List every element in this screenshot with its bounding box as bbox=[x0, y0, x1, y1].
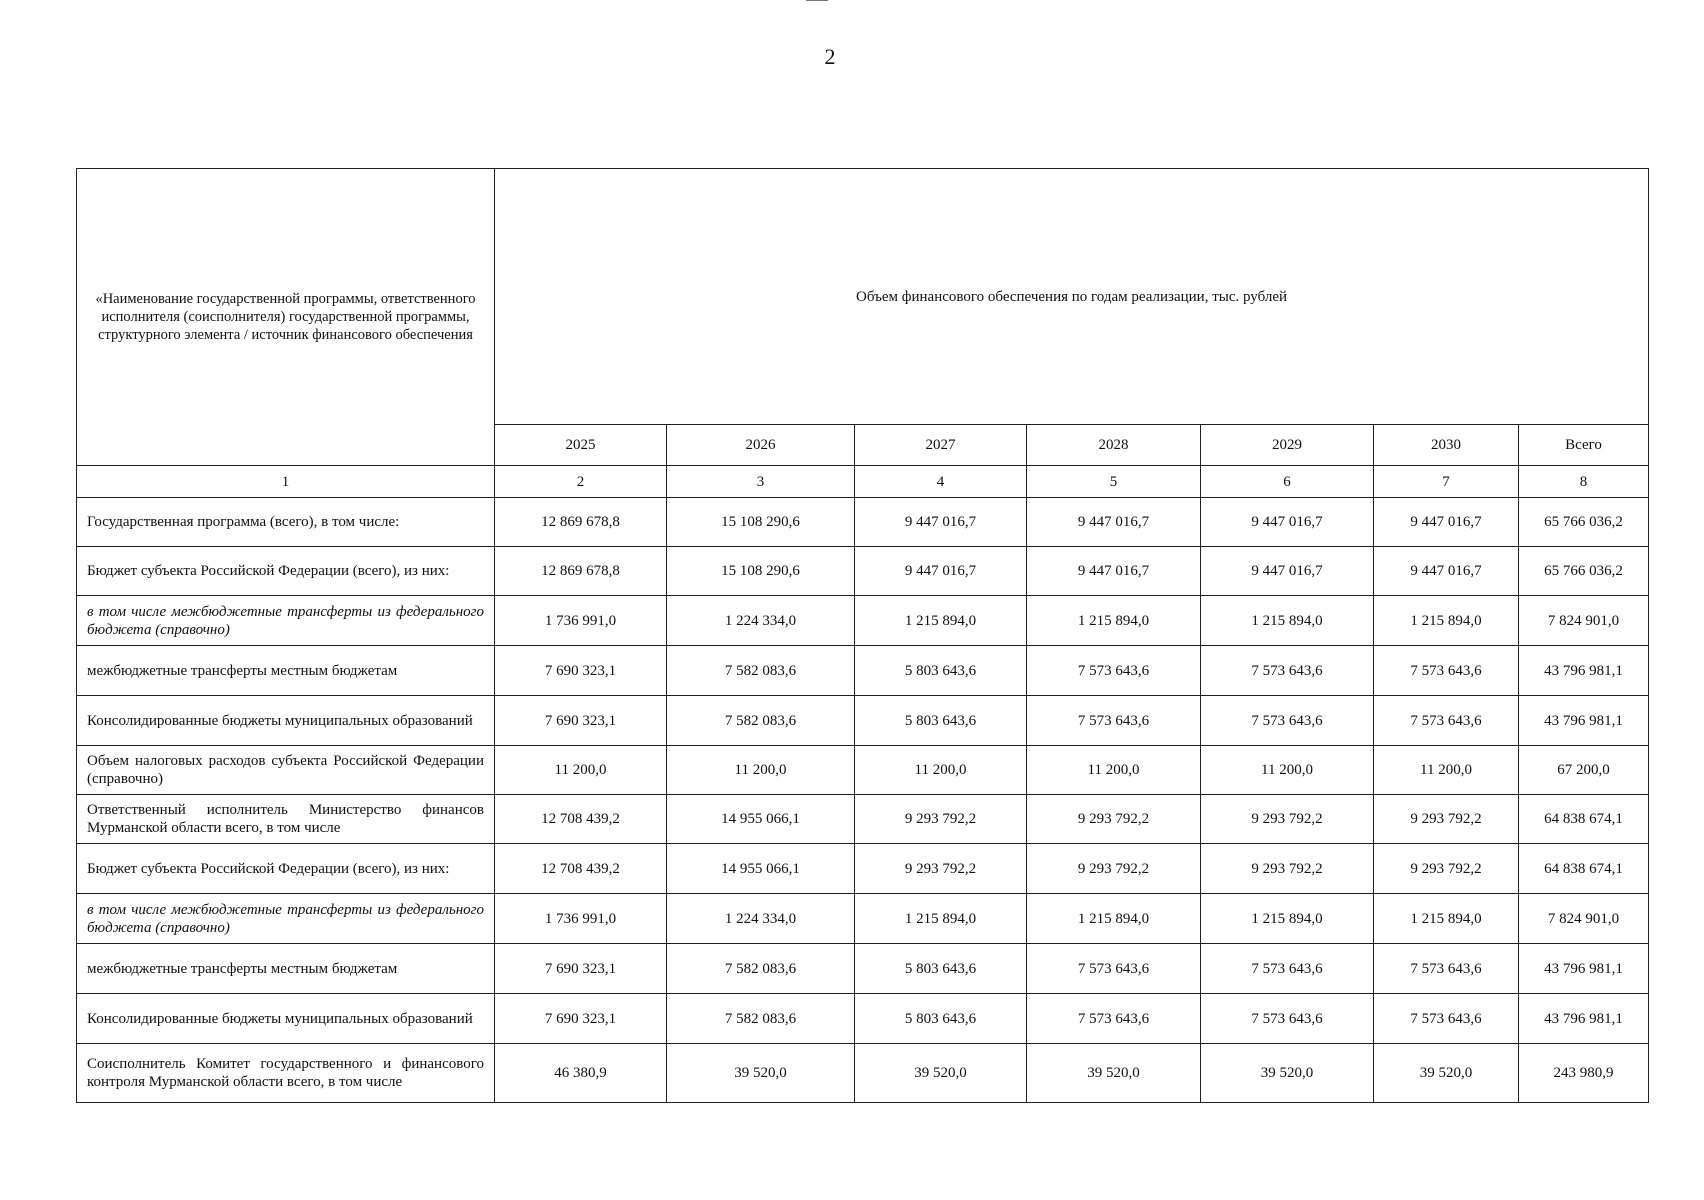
row-label: Бюджет субъекта Российской Федерации (всего), из них: bbox=[77, 844, 495, 894]
row-value-cell: 1 736 991,0 bbox=[495, 596, 667, 646]
header-name-cell: «Наименование государственной программы, ответственного исполнителя (соисполнителя) государственной программы, структурного элемента / источник финансового обеспечения bbox=[77, 169, 495, 466]
row-value-cell: 12 708 439,2 bbox=[495, 844, 667, 894]
row-value-cell: 11 200,0 bbox=[495, 746, 667, 795]
financing-table bbox=[76, 168, 1649, 1103]
row-label: Государственная программа (всего), в том числе: bbox=[77, 498, 495, 547]
row-value-cell: 39 520,0 bbox=[1201, 1044, 1374, 1103]
row-value-cell: 7 573 643,6 bbox=[1374, 944, 1519, 994]
row-value-cell: 12 708 439,2 bbox=[495, 795, 667, 844]
row-value-cell: 1 215 894,0 bbox=[855, 596, 1027, 646]
row-value-cell: 7 573 643,6 bbox=[1201, 696, 1374, 746]
row-label: Бюджет субъекта Российской Федерации (всего), из них: bbox=[77, 547, 495, 596]
row-value-cell: 7 573 643,6 bbox=[1027, 646, 1201, 696]
row-value-cell: 9 447 016,7 bbox=[1201, 547, 1374, 596]
row-label: Объем налоговых расходов субъекта Российской Федерации (справочно) bbox=[77, 746, 495, 795]
row-value-cell: 1 215 894,0 bbox=[1374, 894, 1519, 944]
row-value-cell: 7 690 323,1 bbox=[495, 646, 667, 696]
year-header: 2027 bbox=[855, 425, 1027, 466]
row-value-cell: 5 803 643,6 bbox=[855, 944, 1027, 994]
column-number: 7 bbox=[1374, 466, 1519, 498]
row-total-cell: 43 796 981,1 bbox=[1519, 994, 1649, 1044]
row-value-cell: 7 573 643,6 bbox=[1374, 696, 1519, 746]
row-value-cell: 9 293 792,2 bbox=[1374, 844, 1519, 894]
row-value-cell: 1 224 334,0 bbox=[667, 596, 855, 646]
row-value-cell: 9 293 792,2 bbox=[855, 795, 1027, 844]
row-total-cell: 43 796 981,1 bbox=[1519, 696, 1649, 746]
row-value-cell: 39 520,0 bbox=[1027, 1044, 1201, 1103]
row-total-cell: 43 796 981,1 bbox=[1519, 646, 1649, 696]
row-value-cell: 5 803 643,6 bbox=[855, 696, 1027, 746]
row-value-cell: 11 200,0 bbox=[855, 746, 1027, 795]
row-value-cell: 1 215 894,0 bbox=[1027, 596, 1201, 646]
row-value-cell: 9 293 792,2 bbox=[1201, 795, 1374, 844]
row-value-cell: 1 215 894,0 bbox=[855, 894, 1027, 944]
row-total-cell: 65 766 036,2 bbox=[1519, 547, 1649, 596]
year-header: 2028 bbox=[1027, 425, 1201, 466]
row-label: межбюджетные трансферты местным бюджетам bbox=[77, 646, 495, 696]
page-number: 2 bbox=[824, 44, 836, 69]
row-value-cell: 7 573 643,6 bbox=[1027, 994, 1201, 1044]
table-row bbox=[77, 795, 1649, 844]
row-value-cell: 7 573 643,6 bbox=[1201, 646, 1374, 696]
row-value-cell: 12 869 678,8 bbox=[495, 547, 667, 596]
column-number: 2 bbox=[495, 466, 667, 498]
row-value-cell: 7 573 643,6 bbox=[1027, 696, 1201, 746]
row-total-cell: 64 838 674,1 bbox=[1519, 844, 1649, 894]
row-value-cell: 9 293 792,2 bbox=[1027, 795, 1201, 844]
row-total-cell: 243 980,9 bbox=[1519, 1044, 1649, 1103]
row-value-cell: 7 690 323,1 bbox=[495, 944, 667, 994]
table-row bbox=[77, 696, 1649, 746]
row-value-cell: 7 573 643,6 bbox=[1201, 944, 1374, 994]
row-value-cell: 39 520,0 bbox=[667, 1044, 855, 1103]
row-total-cell: 7 824 901,0 bbox=[1519, 894, 1649, 944]
column-number: 8 bbox=[1519, 466, 1649, 498]
row-value-cell: 9 447 016,7 bbox=[1374, 498, 1519, 547]
table-row bbox=[77, 844, 1649, 894]
row-value-cell: 1 215 894,0 bbox=[1201, 596, 1374, 646]
row-value-cell: 11 200,0 bbox=[1201, 746, 1374, 795]
year-header: 2029 bbox=[1201, 425, 1374, 466]
row-value-cell: 46 380,9 bbox=[495, 1044, 667, 1103]
table-row bbox=[77, 646, 1649, 696]
row-value-cell: 7 573 643,6 bbox=[1374, 994, 1519, 1044]
row-value-cell: 5 803 643,6 bbox=[855, 646, 1027, 696]
row-label: Консолидированные бюджеты муниципальных образований bbox=[77, 696, 495, 746]
row-value-cell: 1 215 894,0 bbox=[1027, 894, 1201, 944]
row-label: в том числе межбюджетные трансферты из федерального бюджета (справочно) bbox=[77, 596, 495, 646]
row-value-cell: 9 447 016,7 bbox=[1201, 498, 1374, 547]
table-row bbox=[77, 746, 1649, 795]
row-value-cell: 7 573 643,6 bbox=[1374, 646, 1519, 696]
row-value-cell: 7 573 643,6 bbox=[1201, 994, 1374, 1044]
row-value-cell: 11 200,0 bbox=[667, 746, 855, 795]
column-number: 6 bbox=[1201, 466, 1374, 498]
column-number: 1 bbox=[77, 466, 495, 498]
row-value-cell: 1 224 334,0 bbox=[667, 894, 855, 944]
row-value-cell: 7 573 643,6 bbox=[1027, 944, 1201, 994]
row-value-cell: 1 736 991,0 bbox=[495, 894, 667, 944]
row-value-cell: 11 200,0 bbox=[1027, 746, 1201, 795]
row-value-cell: 9 447 016,7 bbox=[855, 498, 1027, 547]
table-row bbox=[77, 1044, 1649, 1103]
row-value-cell: 12 869 678,8 bbox=[495, 498, 667, 547]
column-numbers-row bbox=[77, 466, 1649, 498]
table-row bbox=[77, 498, 1649, 547]
table-row bbox=[77, 547, 1649, 596]
row-value-cell: 5 803 643,6 bbox=[855, 994, 1027, 1044]
row-value-cell: 39 520,0 bbox=[855, 1044, 1027, 1103]
column-number: 3 bbox=[667, 466, 855, 498]
row-value-cell: 1 215 894,0 bbox=[1201, 894, 1374, 944]
row-label: Консолидированные бюджеты муниципальных образований bbox=[77, 994, 495, 1044]
row-total-cell: 64 838 674,1 bbox=[1519, 795, 1649, 844]
row-value-cell: 15 108 290,6 bbox=[667, 547, 855, 596]
table-body bbox=[77, 498, 1649, 1103]
table-row bbox=[77, 596, 1649, 646]
row-value-cell: 1 215 894,0 bbox=[1374, 596, 1519, 646]
row-value-cell: 7 582 083,6 bbox=[667, 696, 855, 746]
row-value-cell: 9 447 016,7 bbox=[1027, 498, 1201, 547]
row-total-cell: 7 824 901,0 bbox=[1519, 596, 1649, 646]
row-total-cell: 67 200,0 bbox=[1519, 746, 1649, 795]
header-volume-cell: Объем финансового обеспечения по годам реализации, тыс. рублей bbox=[495, 169, 1649, 425]
row-value-cell: 9 447 016,7 bbox=[855, 547, 1027, 596]
total-header: Всего bbox=[1519, 425, 1649, 466]
row-label: межбюджетные трансферты местным бюджетам bbox=[77, 944, 495, 994]
row-label: в том числе межбюджетные трансферты из федерального бюджета (справочно) bbox=[77, 894, 495, 944]
row-value-cell: 9 293 792,2 bbox=[855, 844, 1027, 894]
row-value-cell: 14 955 066,1 bbox=[667, 844, 855, 894]
row-total-cell: 65 766 036,2 bbox=[1519, 498, 1649, 547]
row-value-cell: 7 582 083,6 bbox=[667, 944, 855, 994]
row-value-cell: 9 447 016,7 bbox=[1027, 547, 1201, 596]
year-header: 2026 bbox=[667, 425, 855, 466]
row-value-cell: 7 582 083,6 bbox=[667, 646, 855, 696]
column-number: 5 bbox=[1027, 466, 1201, 498]
row-value-cell: 7 582 083,6 bbox=[667, 994, 855, 1044]
table-row bbox=[77, 894, 1649, 944]
row-value-cell: 11 200,0 bbox=[1374, 746, 1519, 795]
column-number: 4 bbox=[855, 466, 1027, 498]
row-value-cell: 9 293 792,2 bbox=[1027, 844, 1201, 894]
row-value-cell: 7 690 323,1 bbox=[495, 696, 667, 746]
table-row bbox=[77, 994, 1649, 1044]
row-value-cell: 9 447 016,7 bbox=[1374, 547, 1519, 596]
header-row bbox=[77, 169, 1649, 425]
row-value-cell: 7 690 323,1 bbox=[495, 994, 667, 1044]
scan-mark bbox=[806, 0, 828, 1]
row-value-cell: 39 520,0 bbox=[1374, 1044, 1519, 1103]
row-total-cell: 43 796 981,1 bbox=[1519, 944, 1649, 994]
row-value-cell: 14 955 066,1 bbox=[667, 795, 855, 844]
year-header: 2030 bbox=[1374, 425, 1519, 466]
row-label: Соисполнитель Комитет государственного и финансового контроля Мурманской области всего, в том числе bbox=[77, 1044, 495, 1103]
year-header: 2025 bbox=[495, 425, 667, 466]
table-row bbox=[77, 944, 1649, 994]
row-value-cell: 15 108 290,6 bbox=[667, 498, 855, 547]
row-value-cell: 9 293 792,2 bbox=[1201, 844, 1374, 894]
row-value-cell: 9 293 792,2 bbox=[1374, 795, 1519, 844]
row-label: Ответственный исполнитель Министерство финансов Мурманской области всего, в том числе bbox=[77, 795, 495, 844]
